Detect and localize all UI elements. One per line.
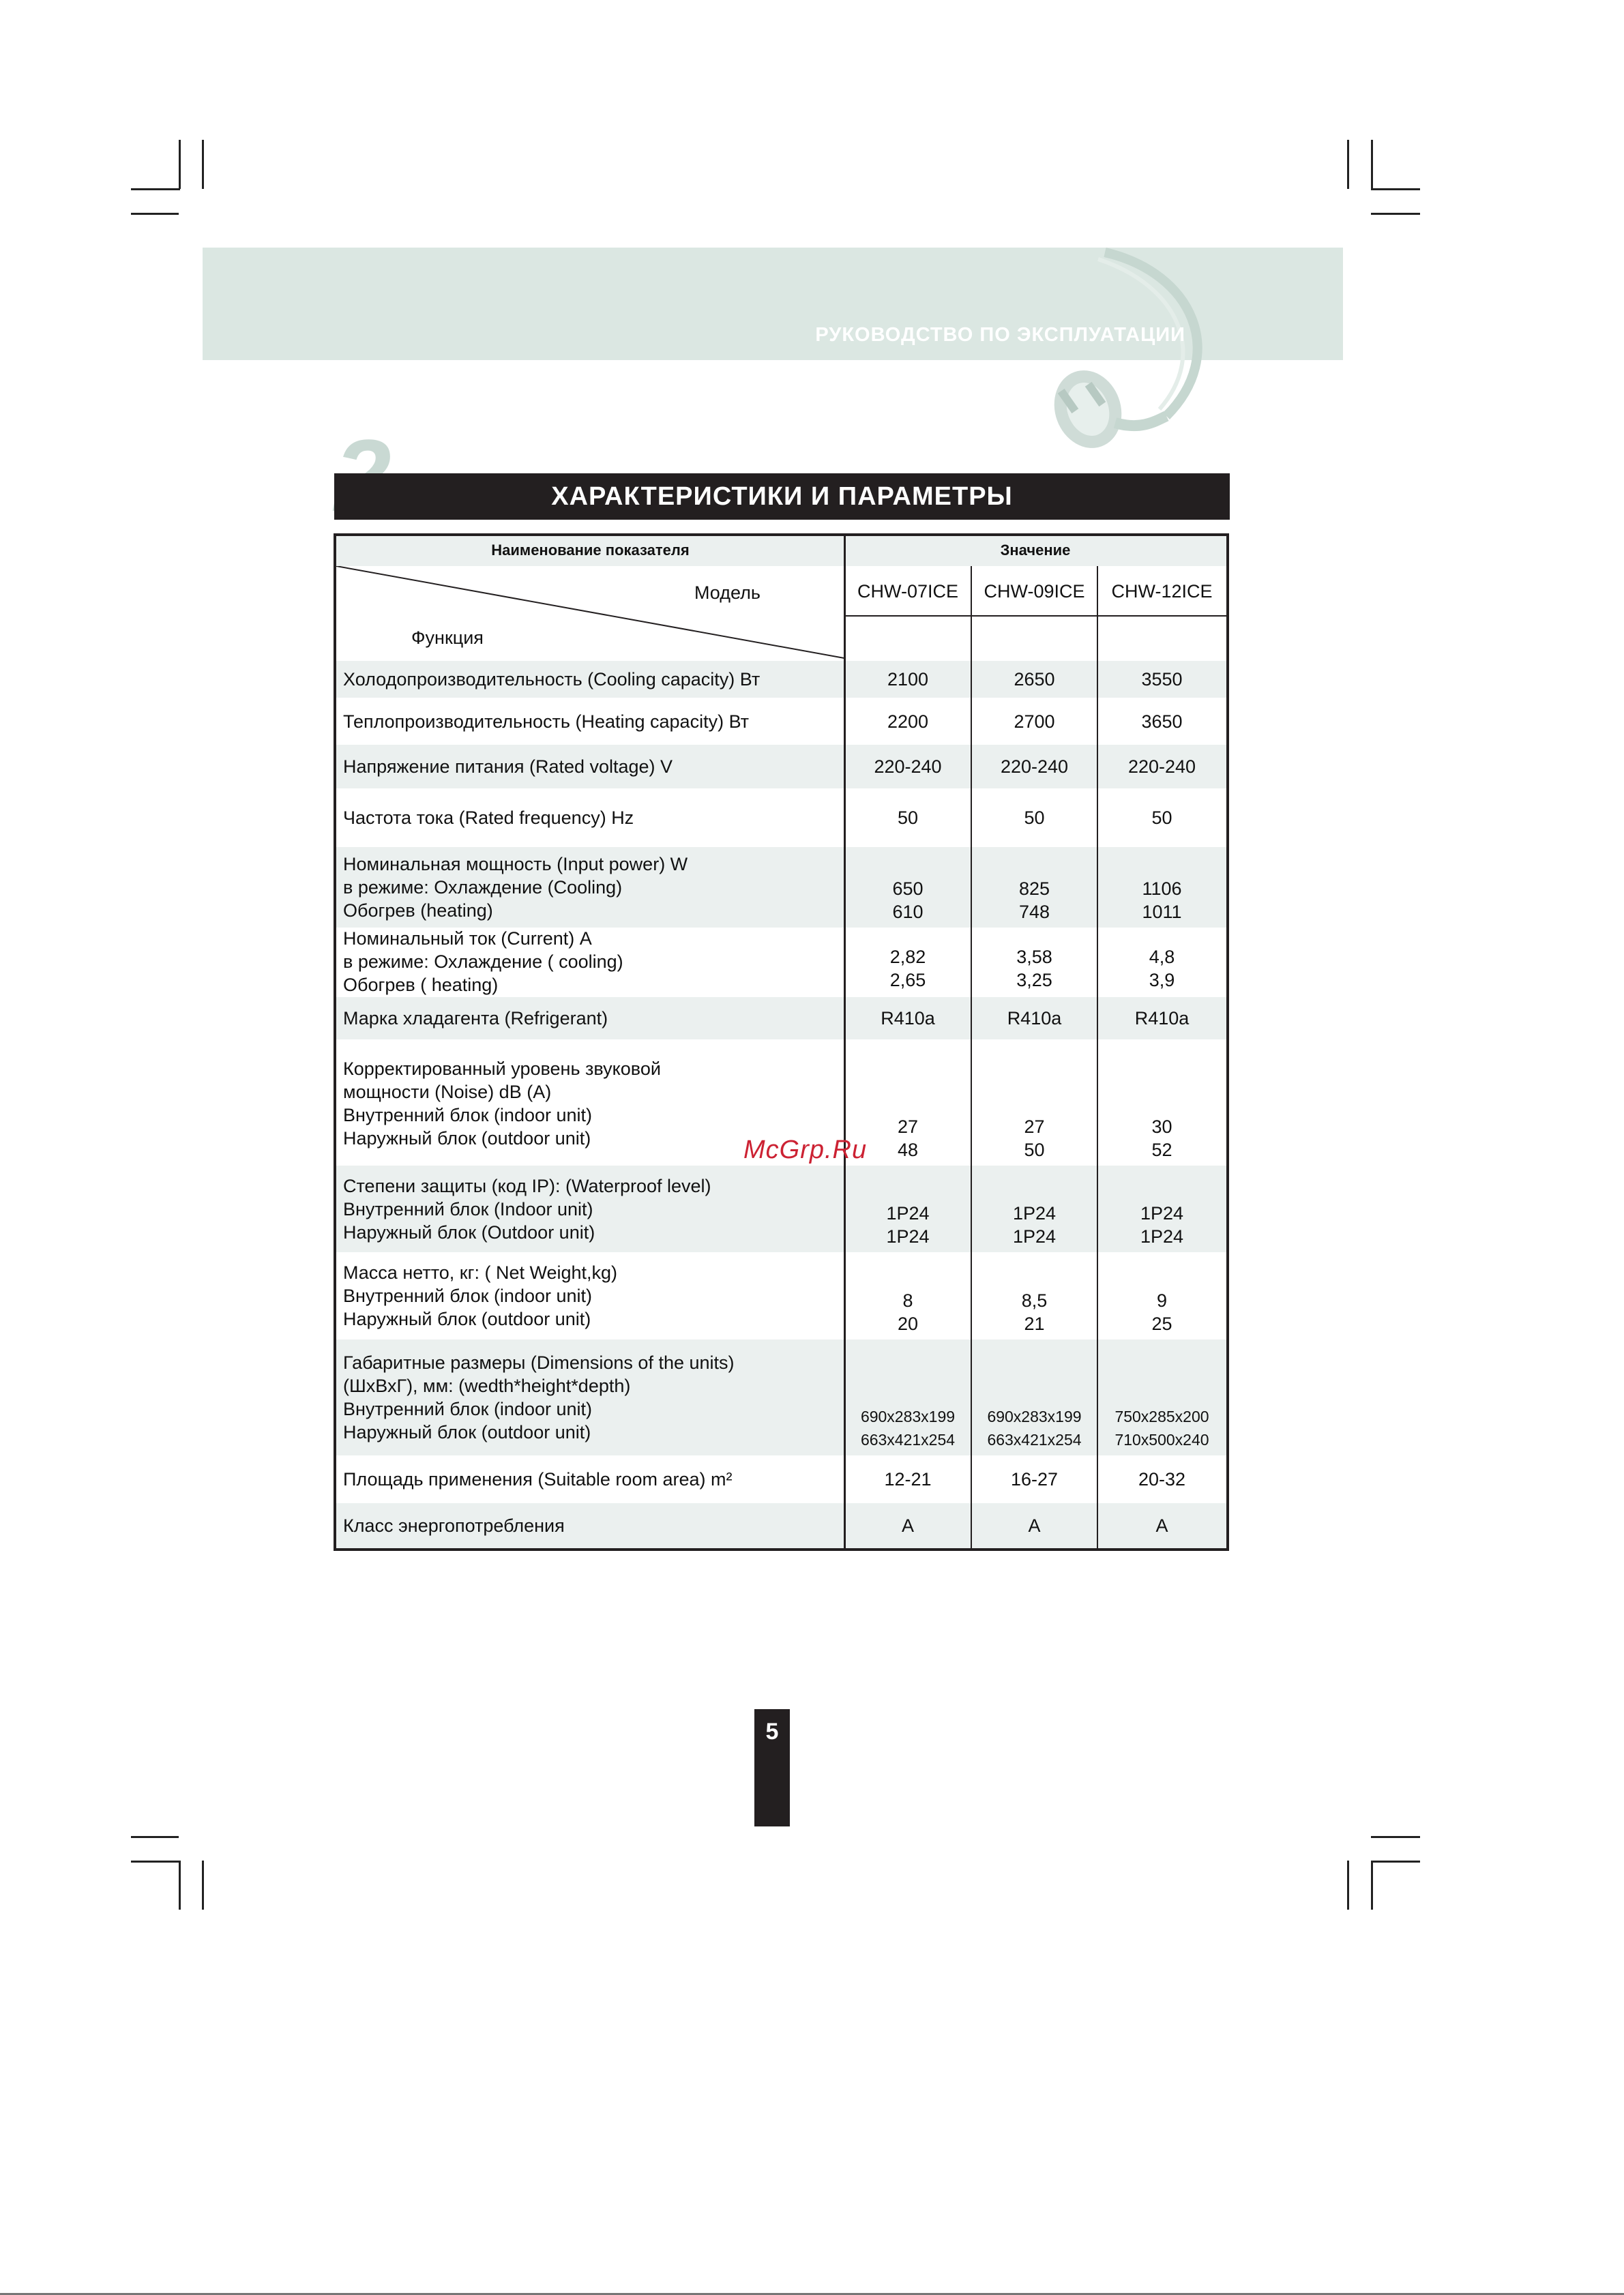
row-value: 8,5 — [1021, 1290, 1048, 1311]
row-label: Обогрев (heating) — [343, 900, 493, 921]
row-value: 48 — [897, 1140, 919, 1160]
row-label: Внутренний блок (indoor unit) — [343, 1286, 593, 1306]
row-label: Холодопроизводительность (Cooling capacity) Вт — [343, 669, 761, 690]
row-value: 20-32 — [1138, 1469, 1186, 1490]
section-title: ХАРАКТЕРИСТИКИ И ПАРАМЕТРЫ — [551, 482, 1013, 511]
row-value: 1P24 — [1140, 1203, 1184, 1224]
row-label: в режиме: Охлаждение ( cooling) — [343, 951, 623, 972]
row-label: Номинальная мощность (Input power) W — [343, 854, 688, 874]
row-value: 2650 — [1014, 669, 1055, 690]
row-value: 25 — [1151, 1314, 1172, 1334]
manual-title: РУКОВОДСТВО ПО ЭКСПЛУАТАЦИИ — [815, 324, 1185, 346]
model-name: CHW-07ICE — [857, 581, 959, 602]
row-value: 663x421x254 — [987, 1431, 1082, 1449]
row-value: 1P24 — [1012, 1203, 1057, 1224]
row-label: Площадь применения (Suitable room area) m² — [343, 1469, 733, 1490]
row-value: 50 — [1151, 808, 1172, 828]
row-value: R410a — [1007, 1008, 1062, 1028]
spec-table — [334, 533, 1229, 1551]
row-value: 1011 — [1142, 902, 1182, 922]
page-number-box — [754, 1709, 790, 1826]
row-label: Обогрев ( heating) — [343, 975, 499, 995]
row-label: мощности (Noise) dB (A) — [343, 1081, 552, 1102]
row-value: 16-27 — [1010, 1469, 1059, 1490]
row-value: 1106 — [1142, 878, 1182, 899]
row-value: 20 — [897, 1314, 919, 1334]
row-value: 2200 — [887, 711, 929, 732]
row-label: в режиме: Охлаждение (Cooling) — [343, 877, 623, 898]
row-label: Габаритные размеры (Dimensions of the units) — [343, 1352, 735, 1373]
row-value: 50 — [897, 808, 919, 828]
row-label: Наружный блок (outdoor unit) — [343, 1422, 591, 1442]
column-header-name: Наименование показателя — [491, 542, 690, 559]
row-value: 610 — [892, 902, 924, 922]
row-value: 650 — [892, 878, 924, 899]
row-label: Теплопроизводительность (Heating capacity) Вт — [343, 711, 750, 732]
model-name: CHW-12ICE — [1111, 581, 1213, 602]
row-value: 710x500x240 — [1114, 1431, 1209, 1449]
row-value: 2,82 — [889, 947, 926, 967]
header-divider — [844, 615, 1226, 617]
row-value: 1P24 — [1012, 1226, 1057, 1247]
row-value: 8 — [902, 1290, 913, 1311]
row-value: R410a — [881, 1008, 935, 1028]
column-header-value: Значение — [1000, 542, 1071, 559]
row-label: Степени защиты (код IP): (Waterproof level) — [343, 1175, 711, 1196]
column-divider — [1097, 566, 1098, 1548]
row-value: 690x283x199 — [987, 1408, 1082, 1425]
row-value: 2700 — [1014, 711, 1055, 732]
row-value: A — [901, 1515, 914, 1536]
row-value: 1P24 — [1140, 1226, 1184, 1247]
row-value: 220-240 — [874, 756, 942, 777]
row-label: Номинальный ток (Current) A — [343, 928, 592, 949]
row-label: Марка хладагента (Refrigerant) — [343, 1008, 608, 1028]
row-value: 748 — [1018, 902, 1050, 922]
row-value: 3,25 — [1016, 970, 1052, 990]
row-value: 3,58 — [1016, 947, 1052, 967]
watermark: McGrp.Ru — [743, 1136, 868, 1164]
row-label: Напряжение питания (Rated voltage) V — [343, 756, 673, 777]
row-value: 690x283x199 — [860, 1408, 956, 1425]
row-value: 2100 — [887, 669, 929, 690]
row-value: A — [1028, 1515, 1041, 1536]
row-value: 3550 — [1141, 669, 1183, 690]
row-label: (ШхВхГ), мм: (wedth*height*depth) — [343, 1376, 631, 1396]
row-value: 9 — [1156, 1290, 1168, 1311]
row-value: 27 — [1024, 1116, 1045, 1137]
row-value: 2,65 — [889, 970, 926, 990]
row-value: 3650 — [1141, 711, 1183, 732]
section-title-bar — [334, 473, 1230, 520]
function-label: Функция — [411, 627, 484, 648]
row-label: Масса нетто, кг: ( Net Weight,kg) — [343, 1262, 618, 1283]
column-divider — [971, 566, 972, 1548]
row-value: R410a — [1134, 1008, 1190, 1028]
row-value: 12-21 — [884, 1469, 932, 1490]
row-value: 50 — [1024, 1140, 1045, 1160]
row-value: 825 — [1018, 878, 1050, 899]
row-value: 27 — [897, 1116, 919, 1137]
plug-icon — [1023, 246, 1241, 464]
model-name: CHW-09ICE — [984, 581, 1085, 602]
row-label: Корректированный уровень звуковой — [343, 1058, 661, 1079]
row-value: A — [1155, 1515, 1168, 1536]
row-value: 3,9 — [1149, 970, 1175, 990]
row-value: 30 — [1151, 1116, 1172, 1137]
row-value: 4,8 — [1149, 947, 1175, 967]
row-label: Внутренний блок (Indoor unit) — [343, 1198, 593, 1219]
row-label: Внутренний блок (indoor unit) — [343, 1104, 593, 1125]
row-label: Наружный блок (outdoor unit) — [343, 1127, 591, 1149]
row-label: Наружный блок (Outdoor unit) — [343, 1221, 595, 1243]
row-value: 663x421x254 — [860, 1431, 956, 1449]
row-value: 1P24 — [886, 1226, 930, 1247]
model-label: Модель — [694, 582, 761, 603]
column-divider — [844, 536, 846, 1548]
row-value: 1P24 — [886, 1203, 930, 1224]
row-label: Частота тока (Rated frequency) Hz — [343, 808, 634, 828]
row-value: 220-240 — [1000, 756, 1069, 777]
row-value: 750x285x200 — [1114, 1408, 1209, 1425]
row-label: Класс энергопотребления — [343, 1515, 565, 1536]
row-value: 50 — [1024, 808, 1045, 828]
header-diagonal — [336, 566, 844, 661]
row-value: 21 — [1024, 1314, 1045, 1334]
row-label: Наружный блок (outdoor unit) — [343, 1309, 591, 1329]
row-value: 220-240 — [1127, 756, 1196, 777]
row-label: Внутренний блок (indoor unit) — [343, 1399, 593, 1419]
row-value: 52 — [1151, 1140, 1172, 1160]
page-number: 5 — [765, 1719, 779, 1745]
